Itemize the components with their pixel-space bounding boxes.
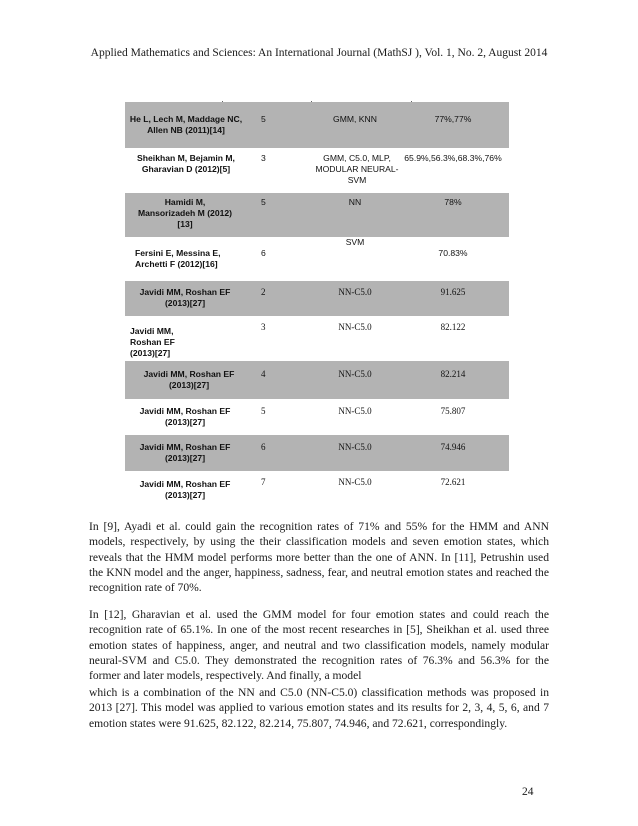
method-cell: NN-C5.0 <box>338 322 372 332</box>
results-table <box>125 102 509 505</box>
method-cell: NN <box>348 197 362 207</box>
states-cell: 2 <box>261 287 266 297</box>
states-cell: 6 <box>261 248 266 258</box>
rate-cell: 82.122 <box>440 322 466 332</box>
states-cell: 5 <box>261 197 266 207</box>
page-number: 24 <box>522 786 534 798</box>
table-row <box>125 361 509 399</box>
method-cell: NN-C5.0 <box>338 287 372 297</box>
states-cell: 5 <box>261 406 266 416</box>
rate-cell: 75.807 <box>440 406 466 416</box>
states-cell: 6 <box>261 442 266 452</box>
table-row <box>125 281 509 316</box>
states-cell: 3 <box>261 322 266 332</box>
author-cell: Sheikhan M, Bejamin M, Gharavian D (2012)[5] <box>137 153 235 174</box>
author-cell: He L, Lech M, Maddage NC, Allen NB (2011)[14] <box>129 114 243 135</box>
author-cell: Javidi MM, Roshan EF (2013)[27] <box>139 287 231 308</box>
method-cell: NN-C5.0 <box>338 369 372 379</box>
author-cell: Fersini E, Messina E, Archetti F (2012)[16] <box>135 248 221 269</box>
author-cell: Hamidi M, Mansorizadeh M (2012)[13] <box>137 197 233 229</box>
body-paragraph: which is a combination of the NN and C5.0 (NN-C5.0) classification methods was proposed in 2013 [27]. This model was applied to various emotion states and its results for 2, 3, 4, 5, 6, and 7 emotion states were 91.625, 82.122, 82.214, 75.807, 74.946, and 72.621, correspondingly. <box>89 686 549 730</box>
states-cell: 5 <box>261 114 266 124</box>
body-paragraph: In [9], Ayadi et al. could gain the recognition rates of 71% and 55% for the HMM and ANN models, respectively, by using the their classification models and seven emotion states, which reveals that the HMM model performs more better than the one of ANN. In [11], Petrushin used the KNN model and the anger, happiness, sadness, fear, and neutral emotion states and reached the recognition rate of 70%. <box>89 520 549 595</box>
method-cell: GMM, C5.0, MLP, MODULAR NEURAL-SVM <box>315 153 399 185</box>
table-row <box>125 237 509 281</box>
method-cell: GMM, KNN <box>333 114 377 124</box>
table-row <box>125 316 509 361</box>
running-header: Applied Mathematics and Sciences: An International Journal (MathSJ ), Vol. 1, No. 2, August 2014 <box>90 47 548 59</box>
table-row <box>125 435 509 471</box>
rate-cell: 70.83% <box>438 248 468 258</box>
method-cell: SVM <box>345 237 365 247</box>
rate-cell: 82.214 <box>440 369 466 379</box>
states-cell: 3 <box>261 153 266 163</box>
rate-cell: 74.946 <box>440 442 466 452</box>
author-cell: Javidi MM, Roshan EF (2013)[27] <box>130 326 175 358</box>
author-cell: Javidi MM, Roshan EF (2013)[27] <box>139 479 231 500</box>
states-cell: 4 <box>261 369 266 379</box>
states-cell: 7 <box>261 477 266 487</box>
author-cell: Javidi MM, Roshan EF (2013)[27] <box>143 369 235 390</box>
rate-cell: 78% <box>444 197 462 207</box>
rate-cell: 65.9%,56.3%,68.3%,76% <box>404 153 502 163</box>
rate-cell: 77%,77% <box>434 114 472 124</box>
table-row <box>125 471 509 505</box>
method-cell: NN-C5.0 <box>338 406 372 416</box>
body-paragraph: In [12], Gharavian et al. used the GMM model for four emotion states and could reach the recognition rate of 65.1%. In one of the most recent researches in [5], Sheikhan et al. used three emotion states of happiness, anger, and neutral and two classification models, namely modular neural-SVM and C5.0. They demonstrated the recognition rates of 76.3% and 56.3% for the former and later models, respectively. And finally, a model <box>89 608 549 683</box>
method-cell: NN-C5.0 <box>338 477 372 487</box>
table-row <box>125 193 509 237</box>
table-row <box>125 399 509 435</box>
table-row <box>125 148 509 193</box>
author-cell: Javidi MM, Roshan EF (2013)[27] <box>139 442 231 463</box>
rate-cell: 91.625 <box>440 287 466 297</box>
rate-cell: 72.621 <box>440 477 466 487</box>
author-cell: Javidi MM, Roshan EF (2013)[27] <box>139 406 231 427</box>
table-row <box>125 102 509 148</box>
method-cell: NN-C5.0 <box>338 442 372 452</box>
